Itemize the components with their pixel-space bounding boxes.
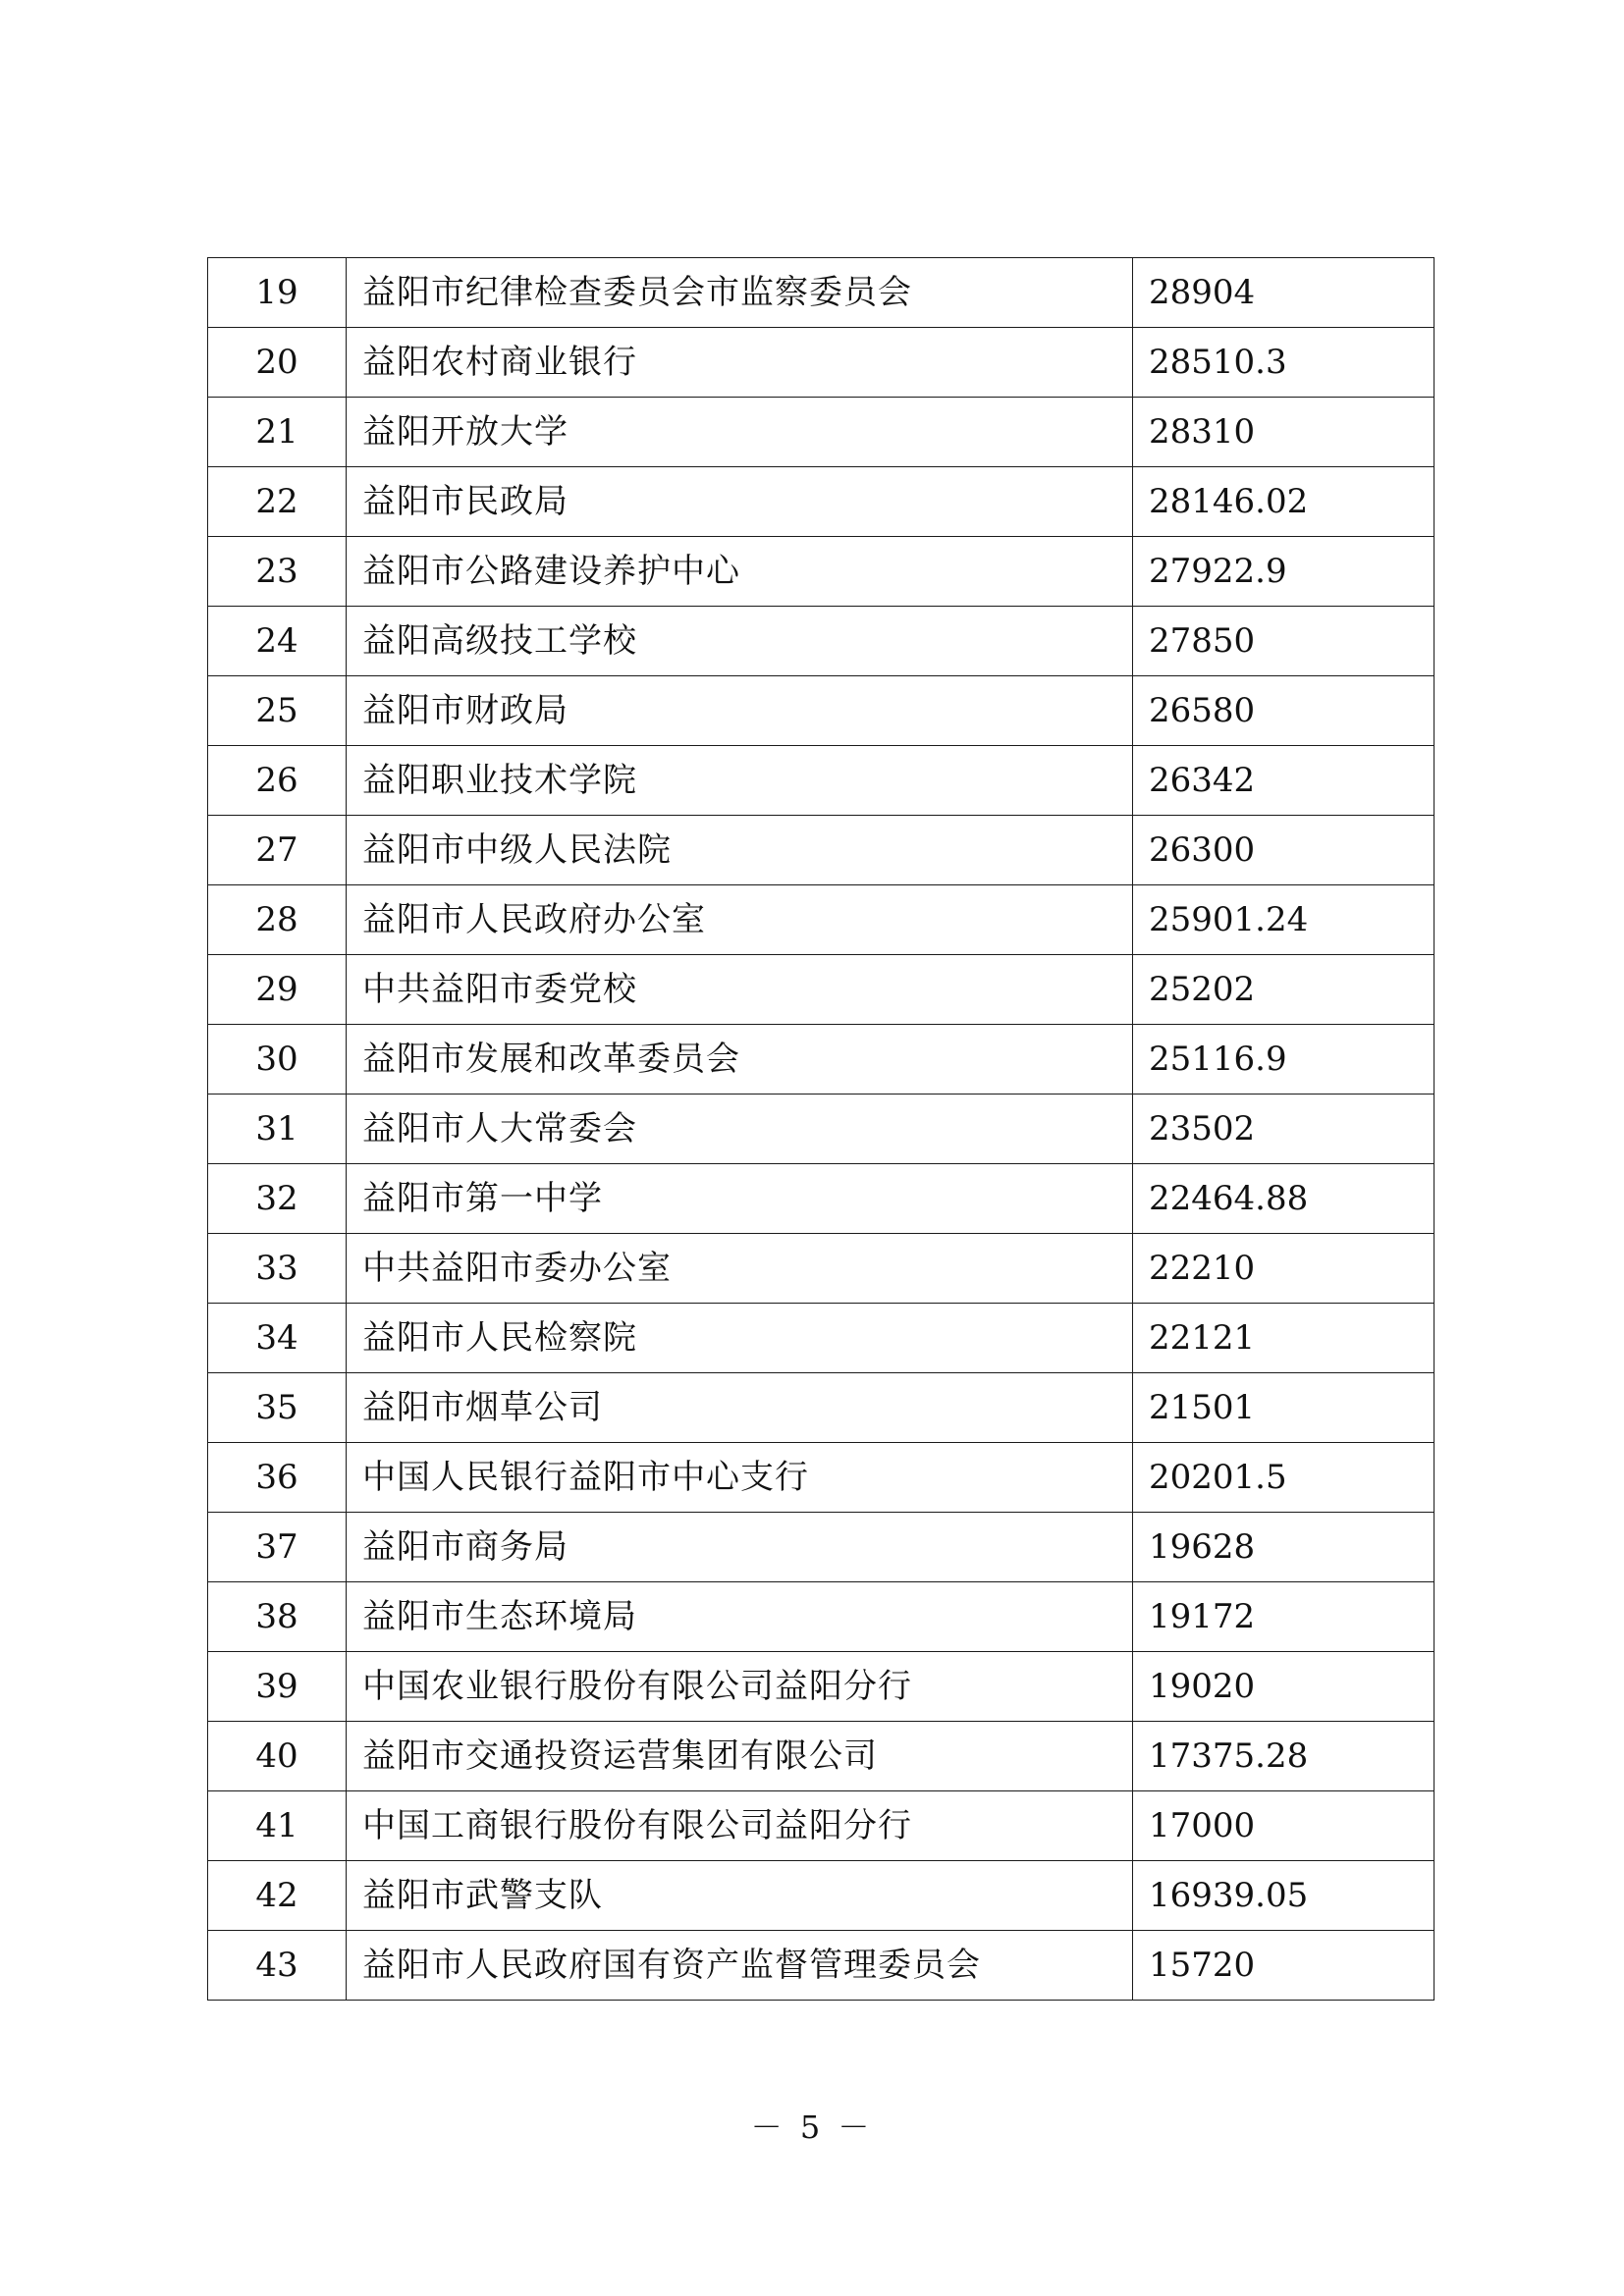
unit-name-cell: 益阳市人民政府国有资产监督管理委员会 [347,1931,1133,2001]
unit-name-cell: 益阳市商务局 [347,1513,1133,1582]
unit-name-cell: 益阳职业技术学院 [347,746,1133,816]
table-row [208,1513,1435,1582]
table-row [208,1931,1435,2001]
row-number-cell: 25 [208,676,347,746]
row-number-cell: 42 [208,1861,347,1931]
row-number-cell: 30 [208,1025,347,1095]
row-number-cell: 31 [208,1095,347,1164]
row-number-cell: 27 [208,816,347,885]
row-number-cell: 23 [208,537,347,607]
table-row [208,1095,1435,1164]
table-row [208,1861,1435,1931]
amount-cell: 28310 [1133,398,1435,467]
row-number-cell: 20 [208,328,347,398]
row-number-cell: 43 [208,1931,347,2001]
row-number-cell: 24 [208,607,347,676]
table-row [208,1025,1435,1095]
unit-name-cell: 中国人民银行益阳市中心支行 [347,1443,1133,1513]
table-row [208,1652,1435,1722]
table-row [208,676,1435,746]
amount-cell: 26580 [1133,676,1435,746]
amount-cell: 28146.02 [1133,467,1435,537]
table-row [208,746,1435,816]
table-row [208,816,1435,885]
unit-name-cell: 益阳市民政局 [347,467,1133,537]
table-row [208,1443,1435,1513]
table-row [208,1304,1435,1373]
row-number-cell: 35 [208,1373,347,1443]
amount-cell: 22121 [1133,1304,1435,1373]
amount-cell: 19172 [1133,1582,1435,1652]
unit-name-cell: 益阳市人民政府办公室 [347,885,1133,955]
unit-name-cell: 中国工商银行股份有限公司益阳分行 [347,1791,1133,1861]
amount-cell: 19020 [1133,1652,1435,1722]
amount-cell: 28510.3 [1133,328,1435,398]
row-number-cell: 36 [208,1443,347,1513]
table-row [208,1582,1435,1652]
table-row [208,537,1435,607]
ranking-table-body [208,258,1435,2001]
unit-name-cell: 益阳市人大常委会 [347,1095,1133,1164]
unit-name-cell: 益阳市烟草公司 [347,1373,1133,1443]
table-row [208,607,1435,676]
unit-name-cell: 益阳市公路建设养护中心 [347,537,1133,607]
amount-cell: 25202 [1133,955,1435,1025]
amount-cell: 15720 [1133,1931,1435,2001]
table-row [208,328,1435,398]
row-number-cell: 28 [208,885,347,955]
row-number-cell: 21 [208,398,347,467]
table-row [208,1791,1435,1861]
row-number-cell: 29 [208,955,347,1025]
amount-cell: 28904 [1133,258,1435,328]
amount-cell: 26300 [1133,816,1435,885]
amount-cell: 16939.05 [1133,1861,1435,1931]
row-number-cell: 38 [208,1582,347,1652]
unit-name-cell: 益阳市交通投资运营集团有限公司 [347,1722,1133,1791]
ranking-table [207,257,1435,2001]
unit-name-cell: 益阳市人民检察院 [347,1304,1133,1373]
amount-cell: 22464.88 [1133,1164,1435,1234]
row-number-cell: 26 [208,746,347,816]
unit-name-cell: 益阳农村商业银行 [347,328,1133,398]
unit-name-cell: 益阳开放大学 [347,398,1133,467]
table-row [208,1164,1435,1234]
table-row [208,467,1435,537]
amount-cell: 17375.28 [1133,1722,1435,1791]
unit-name-cell: 益阳市生态环境局 [347,1582,1133,1652]
table-row [208,885,1435,955]
row-number-cell: 40 [208,1722,347,1791]
amount-cell: 20201.5 [1133,1443,1435,1513]
amount-cell: 27850 [1133,607,1435,676]
table-row [208,258,1435,328]
table-row [208,398,1435,467]
row-number-cell: 22 [208,467,347,537]
unit-name-cell: 益阳市发展和改革委员会 [347,1025,1133,1095]
table-row [208,955,1435,1025]
page-number: － 5 － [750,2109,874,2146]
amount-cell: 21501 [1133,1373,1435,1443]
unit-name-cell: 益阳市第一中学 [347,1164,1133,1234]
unit-name-cell: 中共益阳市委办公室 [347,1234,1133,1304]
row-number-cell: 41 [208,1791,347,1861]
row-number-cell: 34 [208,1304,347,1373]
amount-cell: 25901.24 [1133,885,1435,955]
row-number-cell: 33 [208,1234,347,1304]
amount-cell: 25116.9 [1133,1025,1435,1095]
amount-cell: 19628 [1133,1513,1435,1582]
table-row [208,1373,1435,1443]
amount-cell: 27922.9 [1133,537,1435,607]
row-number-cell: 39 [208,1652,347,1722]
unit-name-cell: 益阳高级技工学校 [347,607,1133,676]
amount-cell: 26342 [1133,746,1435,816]
row-number-cell: 32 [208,1164,347,1234]
amount-cell: 22210 [1133,1234,1435,1304]
unit-name-cell: 益阳市中级人民法院 [347,816,1133,885]
unit-name-cell: 益阳市纪律检查委员会市监察委员会 [347,258,1133,328]
amount-cell: 17000 [1133,1791,1435,1861]
unit-name-cell: 益阳市武警支队 [347,1861,1133,1931]
unit-name-cell: 中国农业银行股份有限公司益阳分行 [347,1652,1133,1722]
unit-name-cell: 益阳市财政局 [347,676,1133,746]
table-row [208,1722,1435,1791]
table-row [208,1234,1435,1304]
unit-name-cell: 中共益阳市委党校 [347,955,1133,1025]
row-number-cell: 37 [208,1513,347,1582]
amount-cell: 23502 [1133,1095,1435,1164]
row-number-cell: 19 [208,258,347,328]
